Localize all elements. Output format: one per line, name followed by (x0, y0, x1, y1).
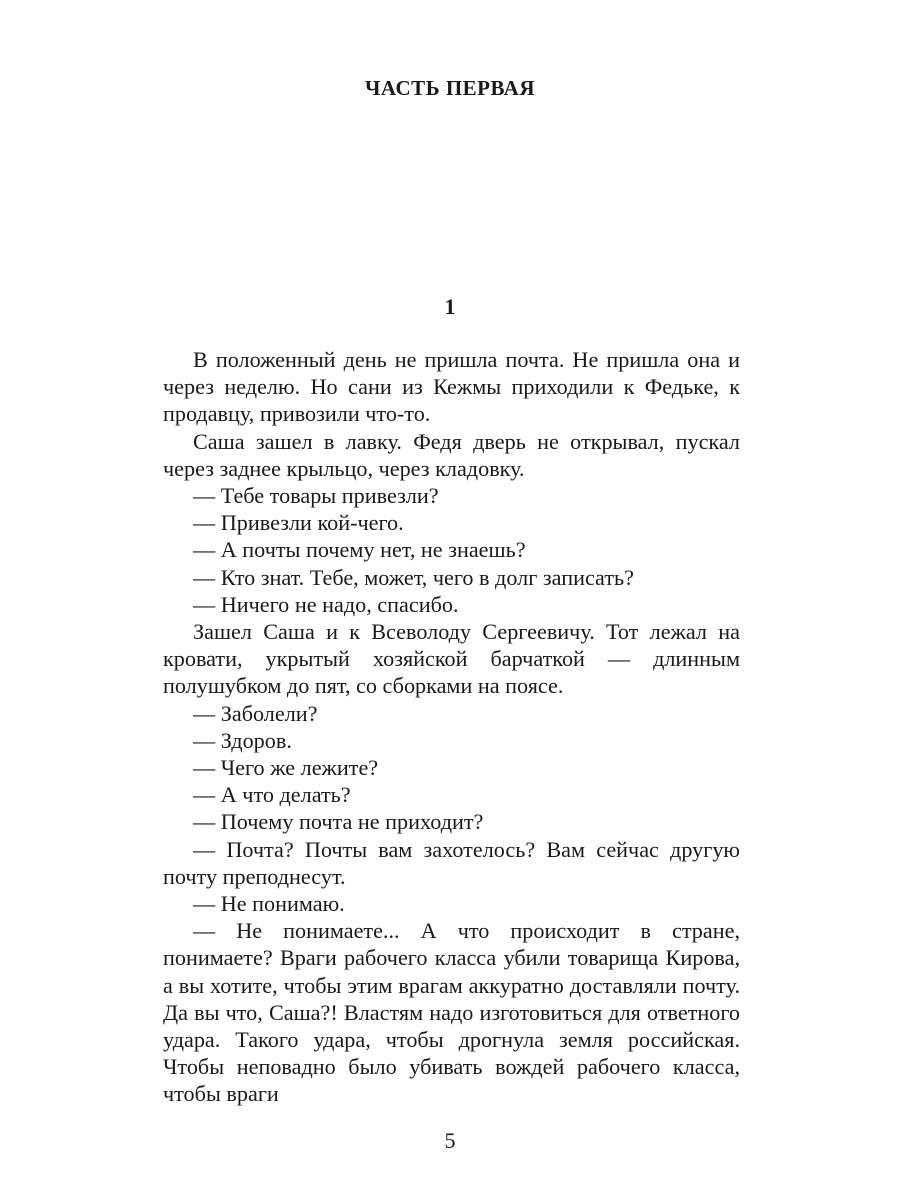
dialogue-line: — Не понимаю. (193, 891, 345, 917)
dialogue-line: — Почта? Почты вам захотелось? Вам сейчас другую почту преподнесут. (163, 836, 740, 889)
dialogue-line: — Заболели? (193, 700, 318, 726)
paragraph: Зашел Саша и к Всеволоду Сергеевичу. Тот лежал на кровати, укрытый хозяйской барчаткой — длинным полушубком до пят, со сборками на поясе. (163, 619, 740, 699)
paragraph: В положенный день не пришла почта. Не пришла она и через неделю. Но сани из Кежмы приходили к Федьке, к продавцу, привозили что-то. (163, 347, 740, 427)
dialogue-line: — Не понимаете... А что происходит в стране, понимаете? Враги рабочего класса убили товарища Кирова, а вы хотите, чтобы этим врагам аккуратно доставляли почту. Да вы что, Саша?! Властям надо изготовиться для ответного удара. Такого удара, чтобы дрогнула земля российская. Чтобы неповадно было убивать вождей рабочего класса, чтобы враги (163, 918, 740, 1107)
dialogue-line: — Тебе товары привезли? (193, 483, 439, 509)
part-title: ЧАСТЬ ПЕРВАЯ (364, 76, 536, 100)
paragraph: Саша зашел в лавку. Федя дверь не открывал, пускал через заднее крыльцо, через кладовку. (163, 428, 740, 481)
chapter-number: 1 (444, 294, 456, 319)
dialogue-line: — Почему почта не приходит? (193, 809, 484, 835)
dialogue-line: — Здоров. (193, 727, 292, 753)
dialogue-line: — Кто знат. Тебе, может, чего в долг записать? (193, 564, 634, 590)
dialogue-line: — Ничего не надо, спасибо. (193, 591, 459, 617)
dialogue-line: — Чего же лежите? (193, 755, 379, 781)
body-text (163, 346, 740, 1108)
dialogue-line: — А что делать? (193, 782, 351, 808)
page-number: 5 (444, 1128, 456, 1153)
dialogue-line: — Привезли кой-чего. (193, 510, 404, 536)
dialogue-line: — А почты почему нет, не знаешь? (193, 537, 526, 563)
